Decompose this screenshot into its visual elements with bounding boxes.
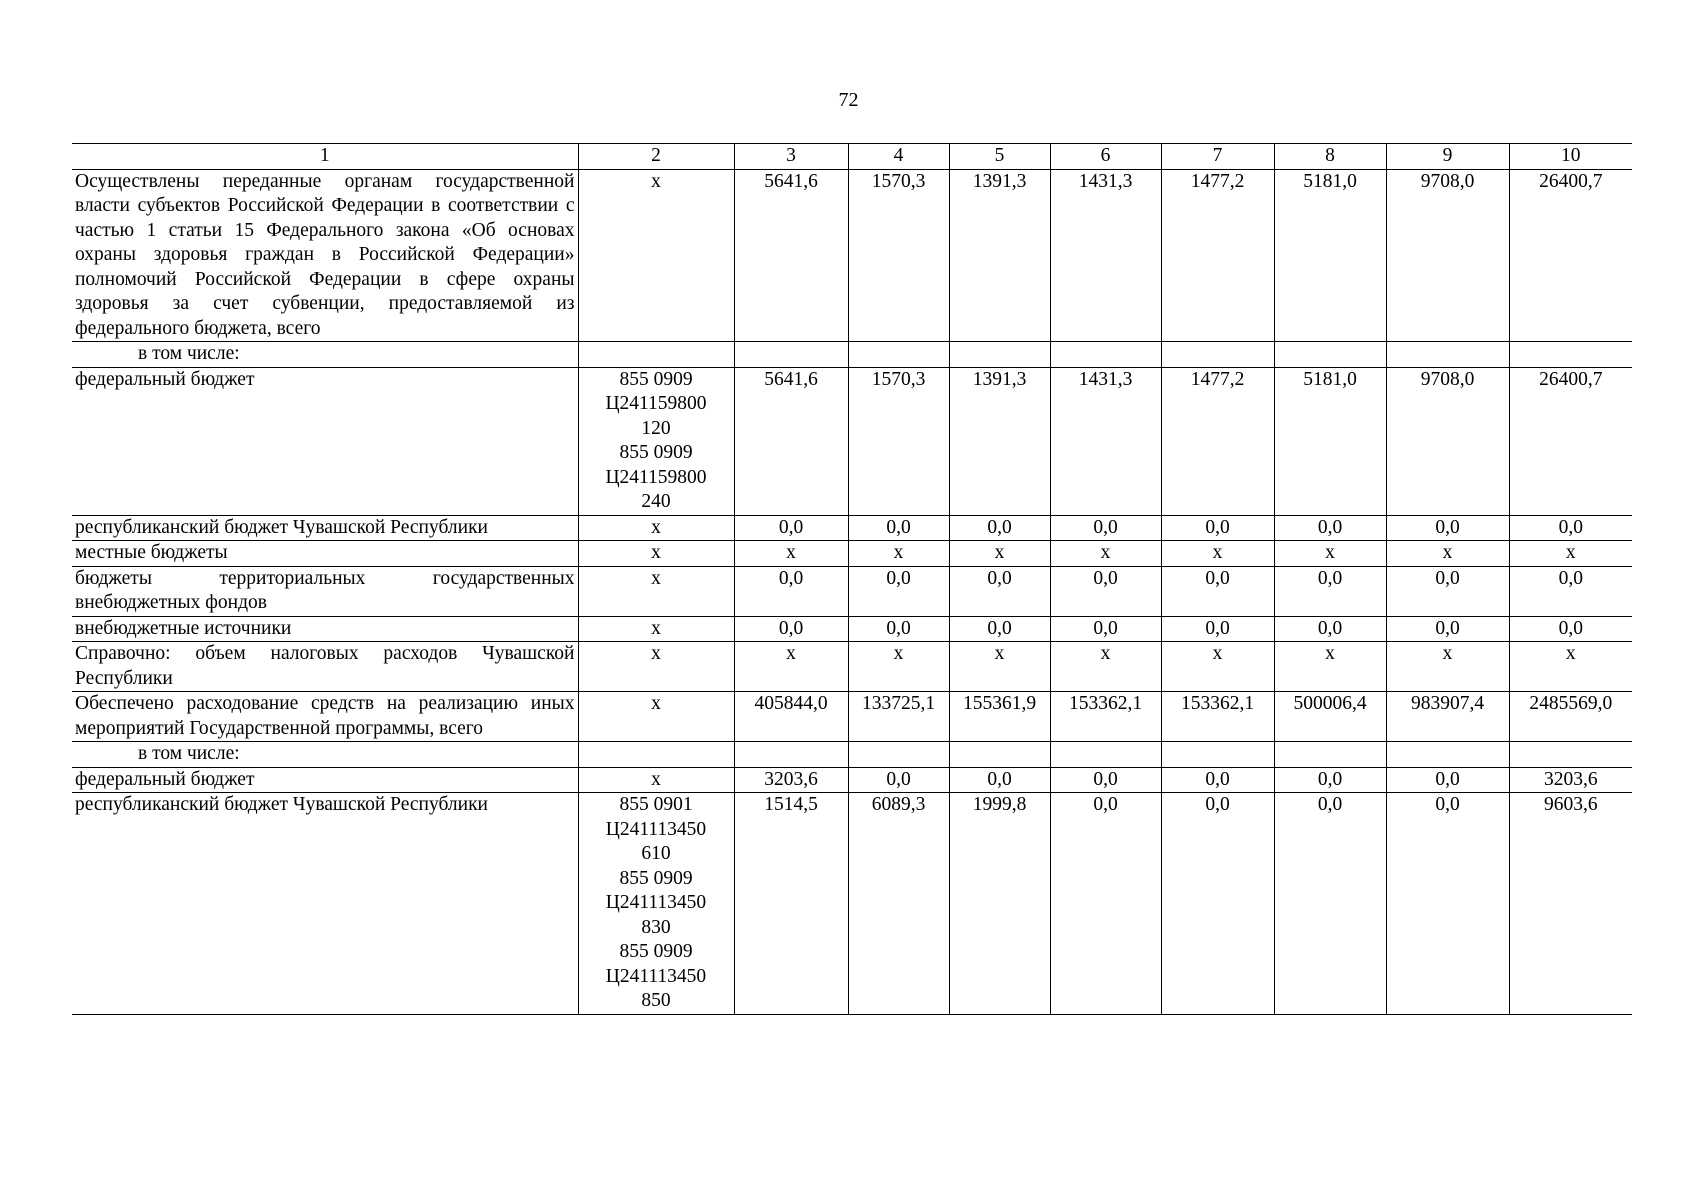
budget-code-cell (578, 367, 734, 515)
budget-code-line: 855 0909 (619, 442, 693, 463)
row-label: Обеспечено расходование средств на реализацию иных мероприятий Государственной программы, всего (72, 692, 578, 742)
value-cell (848, 342, 949, 368)
header-row (72, 144, 1632, 170)
budget-code-line: х (651, 768, 661, 790)
row-label: бюджеты территориальных государственных внебюджетных фондов (72, 566, 578, 616)
value-cell (734, 342, 848, 368)
value-cell: 0,0 (734, 566, 848, 616)
page-number: 72 (838, 89, 859, 111)
value-cell: 0,0 (1050, 767, 1161, 793)
budget-code-line: Ц241113450 (605, 892, 707, 913)
row-label: федеральный бюджет (72, 767, 578, 793)
value-cell: 0,0 (1274, 566, 1386, 616)
budget-code-line: Ц241159800 (605, 393, 707, 414)
value-cell: 26400,7 (1509, 367, 1632, 515)
budget-code-line: Ц241159800 (605, 466, 707, 488)
budget-code-cell (578, 616, 734, 642)
table-row (72, 541, 1632, 567)
value-cell: 0,0 (734, 616, 848, 642)
value-cell (848, 742, 949, 768)
budget-code-line: 855 0909 (619, 368, 693, 390)
table-row (72, 367, 1632, 515)
header-cell: 4 (848, 144, 949, 170)
row-label: Справочно: объем налоговых расходов Чувашской Республики (72, 642, 578, 692)
value-cell: 0,0 (1161, 767, 1274, 793)
value-cell: 0,0 (1509, 566, 1632, 616)
value-cell: 1514,5 (734, 793, 848, 1015)
value-cell: х (1274, 642, 1386, 692)
budget-code-line: 850 (641, 990, 671, 1011)
value-cell: 405844,0 (734, 692, 848, 742)
budget-code-line: х (651, 516, 661, 538)
value-cell: 0,0 (949, 566, 1050, 616)
value-cell (1274, 742, 1386, 768)
value-cell: 0,0 (1509, 515, 1632, 541)
value-cell: х (1050, 642, 1161, 692)
table-row (72, 742, 1632, 768)
budget-code-cell (578, 767, 734, 793)
value-cell (1274, 342, 1386, 368)
header-cell: 6 (1050, 144, 1161, 170)
value-cell: 0,0 (949, 616, 1050, 642)
value-cell: 0,0 (1509, 616, 1632, 642)
value-cell: 3203,6 (734, 767, 848, 793)
value-cell: 153362,1 (1050, 692, 1161, 742)
value-cell: 1477,2 (1161, 169, 1274, 342)
table-row (72, 793, 1632, 1015)
value-cell: х (1161, 642, 1274, 692)
value-cell: 0,0 (1050, 793, 1161, 1015)
value-cell: х (1509, 541, 1632, 567)
value-cell: 0,0 (848, 767, 949, 793)
table-body (72, 144, 1632, 1015)
value-cell: х (1050, 541, 1161, 567)
table-row (72, 616, 1632, 642)
value-cell: 3203,6 (1509, 767, 1632, 793)
value-cell: 0,0 (949, 767, 1050, 793)
value-cell (734, 742, 848, 768)
budget-code-cell (578, 642, 734, 692)
value-cell (1050, 342, 1161, 368)
header-cell: 9 (1386, 144, 1509, 170)
row-label: в том числе: (72, 342, 578, 368)
value-cell: 983907,4 (1386, 692, 1509, 742)
row-label: местные бюджеты (72, 541, 578, 567)
table-row (72, 767, 1632, 793)
budget-code-cell (578, 793, 734, 1015)
budget-code-line: Ц241113450 (605, 965, 707, 987)
budget-code-line: 855 0909 (619, 941, 693, 962)
header-cell: 1 (72, 144, 578, 170)
table-row (72, 566, 1632, 616)
header-cell: 2 (578, 144, 734, 170)
value-cell: 0,0 (1161, 515, 1274, 541)
value-cell: 1477,2 (1161, 367, 1274, 515)
value-cell: 0,0 (1050, 566, 1161, 616)
budget-code-cell (578, 566, 734, 616)
value-cell: х (1274, 541, 1386, 567)
value-cell: 5641,6 (734, 367, 848, 515)
row-label: Осуществлены переданные органам государственной власти субъектов Российской Федерации в соответствии с частью 1 статьи 15 Федерального закона «Об основах охраны здоровья граждан в Российской Федерации» полномочий Российской Федерации в сфере охраны здоровья за счет субвенции, предоставляемой из федерального бюджета, всего (72, 169, 578, 342)
budget-code-cell (578, 541, 734, 567)
value-cell: 0,0 (848, 566, 949, 616)
value-cell: х (734, 642, 848, 692)
table-row (72, 692, 1632, 742)
value-cell: 0,0 (1386, 793, 1509, 1015)
budget-code-line: х (651, 170, 661, 192)
row-label: республиканский бюджет Чувашской Республики (72, 793, 578, 1015)
value-cell (1509, 742, 1632, 768)
value-cell (949, 342, 1050, 368)
table-row (72, 515, 1632, 541)
header-cell: 3 (734, 144, 848, 170)
value-cell: 5181,0 (1274, 169, 1386, 342)
budget-code-line: 240 (641, 491, 671, 512)
value-cell: 1391,3 (949, 169, 1050, 342)
value-cell: 0,0 (1274, 793, 1386, 1015)
value-cell (1386, 342, 1509, 368)
budget-code-cell (578, 742, 734, 768)
value-cell: 0,0 (848, 515, 949, 541)
value-cell: х (949, 642, 1050, 692)
value-cell: х (1386, 642, 1509, 692)
value-cell: 0,0 (1274, 515, 1386, 541)
budget-code-line: 855 0909 (619, 867, 693, 889)
value-cell: х (1161, 541, 1274, 567)
value-cell: 1391,3 (949, 367, 1050, 515)
value-cell: 0,0 (1274, 767, 1386, 793)
value-cell (1161, 742, 1274, 768)
row-label: внебюджетные источники (72, 616, 578, 642)
value-cell: 0,0 (848, 616, 949, 642)
value-cell: х (848, 541, 949, 567)
value-cell: 0,0 (1274, 616, 1386, 642)
value-cell: 2485569,0 (1509, 692, 1632, 742)
value-cell: 0,0 (1050, 616, 1161, 642)
header-cell: 10 (1509, 144, 1632, 170)
budget-code-line: х (651, 542, 661, 563)
budget-code-line: 855 0901 (619, 794, 693, 815)
budget-code-cell (578, 169, 734, 342)
budget-code-line: х (651, 617, 661, 639)
value-cell: 0,0 (1161, 566, 1274, 616)
value-cell: 0,0 (734, 515, 848, 541)
value-cell: 1570,3 (848, 367, 949, 515)
budget-code-line: 610 (641, 843, 671, 864)
value-cell: 0,0 (1386, 566, 1509, 616)
value-cell (1386, 742, 1509, 768)
value-cell: 0,0 (949, 515, 1050, 541)
value-cell: 0,0 (1386, 616, 1509, 642)
header-cell: 8 (1274, 144, 1386, 170)
budget-code-line: х (651, 693, 661, 714)
row-label: в том числе: (72, 742, 578, 768)
value-cell: 1431,3 (1050, 367, 1161, 515)
value-cell: 500006,4 (1274, 692, 1386, 742)
value-cell: 153362,1 (1161, 692, 1274, 742)
budget-code-cell (578, 342, 734, 368)
budget-code-line: Ц241113450 (605, 818, 707, 840)
value-cell: 26400,7 (1509, 169, 1632, 342)
value-cell: 9708,0 (1386, 169, 1509, 342)
value-cell: 0,0 (1050, 515, 1161, 541)
header-cell: 5 (949, 144, 1050, 170)
value-cell: х (1386, 541, 1509, 567)
budget-code-cell (578, 692, 734, 742)
table-row (72, 169, 1632, 342)
value-cell: 1999,8 (949, 793, 1050, 1015)
header-cell: 7 (1161, 144, 1274, 170)
value-cell: 133725,1 (848, 692, 949, 742)
value-cell: 5181,0 (1274, 367, 1386, 515)
value-cell: 0,0 (1386, 767, 1509, 793)
value-cell: 0,0 (1161, 793, 1274, 1015)
value-cell: 9708,0 (1386, 367, 1509, 515)
value-cell: х (848, 642, 949, 692)
value-cell (1509, 342, 1632, 368)
budget-code-line: 830 (641, 916, 671, 938)
value-cell (1161, 342, 1274, 368)
value-cell (949, 742, 1050, 768)
value-cell: 9603,6 (1509, 793, 1632, 1015)
value-cell: 6089,3 (848, 793, 949, 1015)
budget-code-line: 120 (641, 417, 671, 439)
budget-code-line: х (651, 567, 661, 589)
table-row (72, 342, 1632, 368)
value-cell: 0,0 (1386, 515, 1509, 541)
value-cell: 1570,3 (848, 169, 949, 342)
budget-code-line: х (651, 643, 661, 664)
value-cell: х (949, 541, 1050, 567)
value-cell (1050, 742, 1161, 768)
value-cell: 0,0 (1161, 616, 1274, 642)
row-label: республиканский бюджет Чувашской Республики (72, 515, 578, 541)
budget-code-cell (578, 515, 734, 541)
table-row (72, 642, 1632, 692)
row-label: федеральный бюджет (72, 367, 578, 515)
value-cell: 1431,3 (1050, 169, 1161, 342)
value-cell: 155361,9 (949, 692, 1050, 742)
value-cell: х (1509, 642, 1632, 692)
budget-table (72, 143, 1632, 1015)
value-cell: 5641,6 (734, 169, 848, 342)
value-cell: х (734, 541, 848, 567)
